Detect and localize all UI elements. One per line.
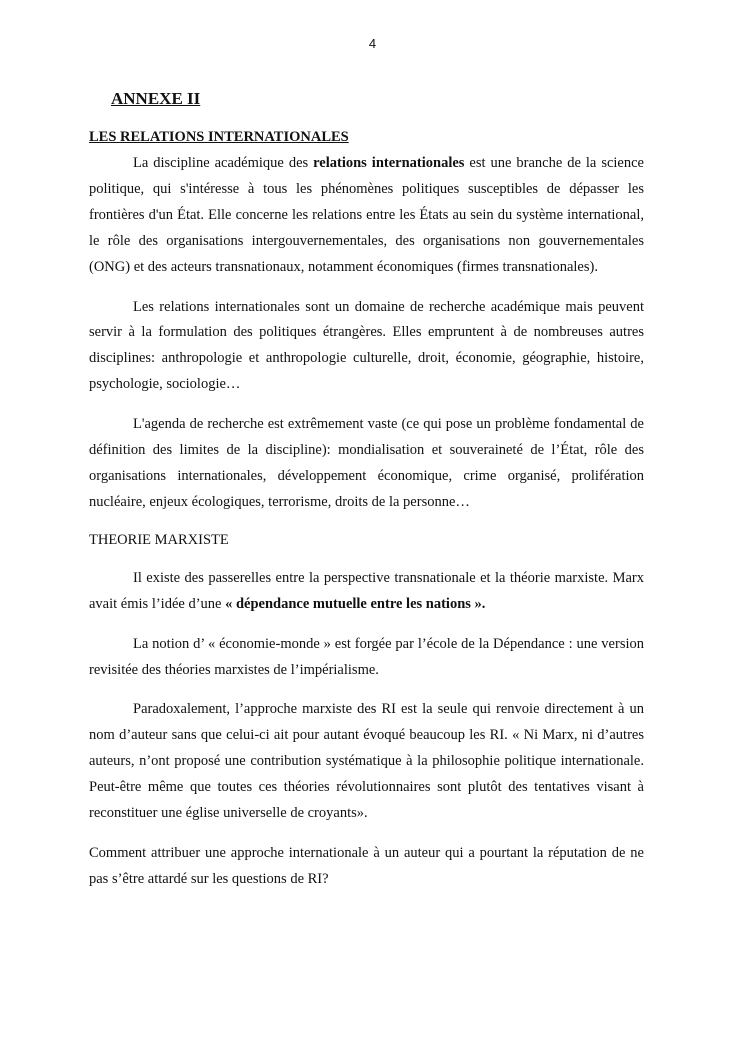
annex-title: ANNEXE II [111, 89, 201, 108]
paragraph-text: Il existe des passerelles entre la perspective transnationale et la théorie marxiste. Marx avait émis l’idée d’une [89, 569, 644, 612]
paragraph-text: est une branche de la science politique, qui s'intéresse à tous les phénomènes politiques susceptibles de dépasser les frontières d'un État. Elle concerne les relations entre les États au sein du système international, le rôle des organisations intergouvernementales, des organisations non gouvernementales (ONG) et des acteurs transnationaux, notamment économiques (firmes transnationales). [89, 155, 644, 275]
paragraph-question: Comment attribuer une approche internationale à un auteur qui a pourtant la réputation de ne pas s’être attardé sur les questions de RI? [89, 844, 644, 887]
paragraph-definition [89, 151, 644, 281]
paragraph-passerelles [89, 566, 644, 618]
paragraph-research-agenda: L'agenda de recherche est extrêmement vaste (ce qui pose un problème fondamental de définition des limites de la discipline): mondialisation et souveraineté de l’État, rôle des organisations internationales, développement économique, crime organisé, prolifération nucléaire, enjeux écologiques, terrorisme, droits de la personne… [89, 416, 644, 510]
emphasis-relations-internationales: relations internationales [313, 155, 465, 171]
document-body [89, 88, 644, 907]
section-title-theorie-marxiste: THEORIE MARXISTE [89, 531, 229, 548]
paragraph-text: La discipline académique des [133, 155, 314, 171]
paragraph-research-domain: Les relations internationales sont un domaine de recherche académique mais peuvent servir à la formulation des politiques étrangères. Elles empruntent à de nombreuses autres disciplines: anthropologie et anthropologie culturelle, droit, économie, géographie, histoire, psychologie, sociologie… [89, 298, 644, 393]
section-title-relations-internationales: LES RELATIONS INTERNATIONALES [89, 129, 349, 145]
emphasis-dependance-mutuelle: « dépendance mutuelle entre les nations ». [225, 595, 486, 612]
paragraph-paradoxalement: Paradoxalement, l’approche marxiste des RI est la seule qui renvoie directement à un nom d’auteur sans que celui-ci ait pour autant évoqué beaucoup les RI. « Ni Marx, ni d’autres auteurs, n’ont proposé une contribution systématique à la philosophie politique internationale. Peut-être même que toutes ces théories révolutionnaires sont plutôt des tentatives visant à reconstituer une église universelle de croyants». [89, 701, 644, 822]
page-number: 4 [368, 36, 377, 51]
paragraph-economie-monde: La notion d’ « économie-monde » est forgée par l’école de la Dépendance : une version revisitée des théories marxistes de l’impérialisme. [89, 635, 644, 678]
